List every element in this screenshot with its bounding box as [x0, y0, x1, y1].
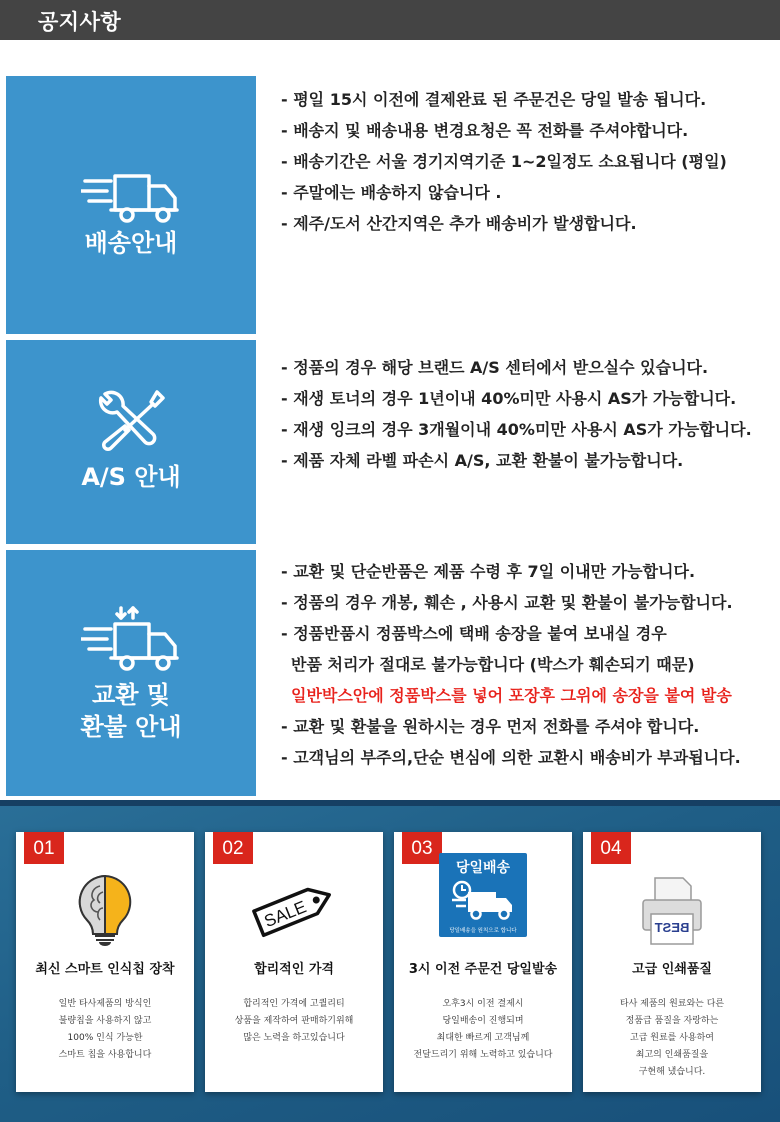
feature-card-print-quality — [583, 832, 761, 1092]
exchange-refund-panel — [6, 550, 256, 796]
shipping-info-section — [6, 76, 780, 334]
features-banner — [0, 800, 780, 1122]
as-info-label: A/S 안내 — [81, 463, 181, 491]
card-title: 합리적인 가격 — [254, 962, 334, 977]
best-text: BEST — [654, 920, 690, 935]
card-description-line: 전달드리기 위해 노력하고 있습니다 — [413, 1050, 553, 1060]
as-info-panel — [6, 340, 256, 544]
page-title: 공지사항 — [38, 10, 122, 34]
notice-header-bar — [0, 0, 780, 40]
same-day-delivery-caption: 당일배송을 원칙으로 합니다 — [449, 928, 517, 934]
card-description-line: 합리적인 가격에 고퀄리티 — [243, 999, 345, 1009]
sale-tag-text: SALE — [261, 897, 310, 932]
shipping-info-label: 배송안내 — [84, 229, 178, 257]
card-description — [589, 996, 755, 1081]
card-description-line: 100% 인식 가능한 — [67, 1033, 143, 1043]
card-description-line: 당일배송이 진행되며 — [442, 1016, 524, 1026]
card-description-line: 고급 원료를 사용하여 — [630, 1033, 714, 1043]
as-info-lines — [281, 352, 752, 476]
card-description-line: 타사 제품의 원료와는 다른 — [619, 999, 725, 1009]
same-day-delivery-text: 당일배송 — [455, 860, 511, 876]
list-item: - 주말에는 배송하지 않습니다 . — [281, 183, 502, 202]
card-description — [22, 996, 188, 1064]
card-description-line: 구현해 냈습니다. — [638, 1067, 706, 1077]
brain-lightbulb-icon — [70, 870, 140, 950]
card-description — [211, 996, 377, 1047]
return-truck-icon — [81, 606, 181, 676]
list-item: - 재생 토너의 경우 1년이내 40%미만 사용시 AS가 가능합니다. — [281, 389, 737, 408]
exchange-refund-label-line1: 교환 및 — [92, 681, 170, 709]
sale-tag-icon — [248, 876, 340, 946]
card-description-line: 많은 노력을 하고있습니다 — [243, 1033, 345, 1043]
exchange-refund-label-line2: 환불 안내 — [80, 713, 182, 741]
list-item: - 정품의 경우 개봉, 훼손 , 사용시 교환 및 환불이 불가능합니다. — [281, 593, 733, 612]
card-description-line: 스마트 칩을 사용합니다 — [58, 1050, 152, 1060]
card-description-line: 불량칩을 사용하지 않고 — [58, 1016, 152, 1026]
as-info-section — [6, 340, 780, 544]
list-item: - 정품반품시 정품박스에 택배 송장을 붙여 보내실 경우 — [281, 624, 667, 643]
card-description-line: 상품을 제작하여 판매하기위해 — [234, 1016, 354, 1026]
list-item: - 재생 잉크의 경우 3개월이내 40%미만 사용시 AS가 가능합니다. — [281, 420, 752, 439]
card-number-badge: 02 — [213, 832, 253, 864]
wrench-screwdriver-icon — [95, 388, 167, 458]
printer-icon — [637, 874, 707, 950]
card-title: 3시 이전 주문건 당일발송 — [408, 962, 558, 977]
card-description — [400, 996, 566, 1064]
card-description-line: 최고의 인쇄품질을 — [635, 1050, 709, 1060]
card-description-line: 일반 타사제품의 방식인 — [58, 999, 152, 1009]
same-day-delivery-icon — [438, 852, 528, 942]
card-description-line: 최대한 빠르게 고객님께 — [436, 1033, 530, 1043]
list-item: - 배송기간은 서울 경기지역기준 1~2일정도 소요됩니다 (평일) — [281, 152, 727, 171]
feature-card-smart-chip — [16, 832, 194, 1092]
shipping-info-panel — [6, 76, 256, 334]
card-title: 최신 스마트 인식칩 장착 — [35, 962, 175, 977]
card-description-line: 정품급 품질을 자랑하는 — [625, 1016, 719, 1026]
list-item: - 교환 및 단순반품은 제품 수령 후 7일 이내만 가능합니다. — [281, 562, 696, 581]
list-item: - 배송지 및 배송내용 변경요청은 꼭 전화를 주셔야합니다. — [281, 121, 689, 140]
banner-top-stripe — [0, 800, 780, 806]
exchange-refund-section — [6, 550, 780, 796]
shipping-info-lines — [281, 84, 727, 239]
card-description-line: 오후3시 이전 결제시 — [442, 999, 524, 1009]
warning-line: 일반박스안에 정품박스를 넣어 포장후 그위에 송장을 붙여 발송 — [291, 686, 732, 705]
list-item: - 제품 자체 라벨 파손시 A/S, 교환 환불이 불가능합니다. — [281, 451, 684, 470]
card-number-badge: 03 — [402, 832, 442, 864]
card-number-badge: 04 — [591, 832, 631, 864]
list-item: - 제주/도서 산간지역은 추가 배송비가 발생합니다. — [281, 214, 637, 233]
feature-card-same-day — [394, 832, 572, 1092]
list-item: - 정품의 경우 해당 브랜드 A/S 센터에서 받으실수 있습니다. — [281, 358, 709, 377]
list-item: 반품 처리가 절대로 불가능합니다 (박스가 훼손되기 때문) — [291, 655, 695, 674]
list-item: - 고객님의 부주의,단순 변심에 의한 교환시 배송비가 부과됩니다. — [281, 748, 741, 767]
card-title: 고급 인쇄품질 — [632, 962, 712, 977]
feature-card-price — [205, 832, 383, 1092]
list-item: - 평일 15시 이전에 결제완료 된 주문건은 당일 발송 됩니다. — [281, 90, 707, 109]
exchange-refund-lines — [281, 556, 741, 773]
card-number-badge: 01 — [24, 832, 64, 864]
list-item: - 교환 및 환불을 원하시는 경우 먼저 전화를 주셔야 합니다. — [281, 717, 700, 736]
delivery-truck-icon — [81, 172, 181, 228]
